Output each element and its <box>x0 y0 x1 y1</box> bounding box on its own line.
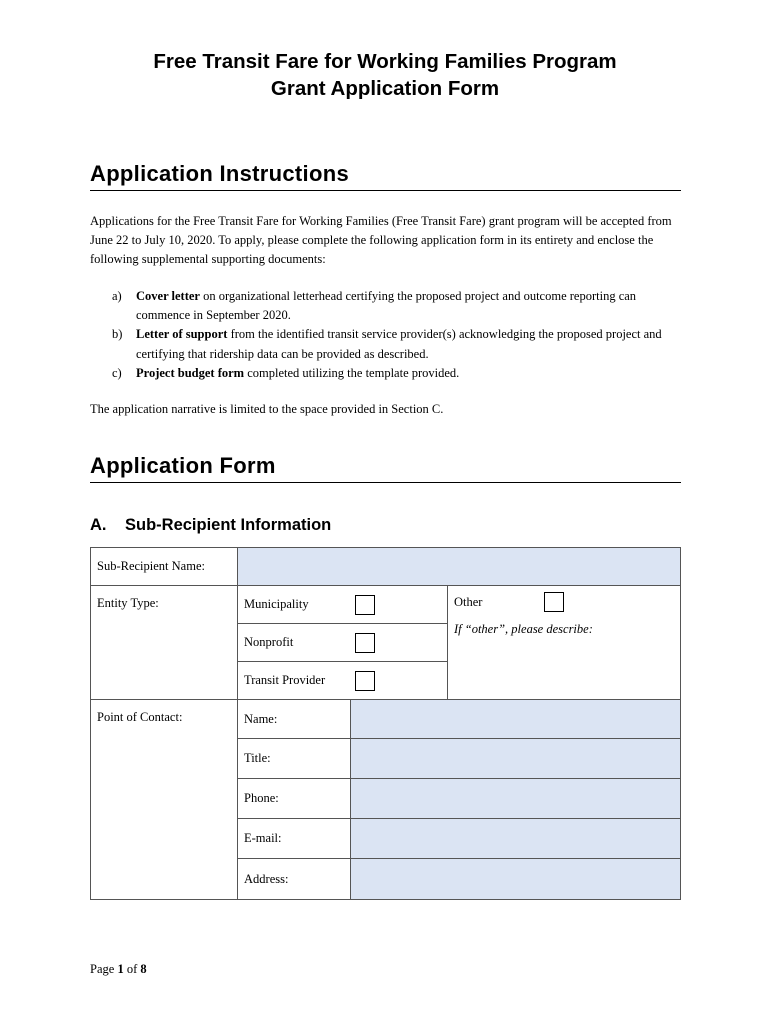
section-a-heading <box>90 516 331 535</box>
list-item <box>90 364 680 383</box>
entity-type-label: Entity Type: <box>91 586 238 700</box>
page-prefix: Page <box>90 962 115 976</box>
list-item-text: from the identified transit service provider(s) acknowledging the proposed project and certifying that ridership data can be provided as described. <box>136 327 662 361</box>
list-marker: b) <box>112 327 123 342</box>
page-of: of <box>126 962 138 976</box>
contact-phone-label: Phone: <box>238 779 351 819</box>
section-title: Sub-Recipient Information <box>125 516 332 534</box>
sub-recipient-name-label: Sub-Recipient Name: <box>91 548 238 586</box>
contact-title-field[interactable] <box>351 739 681 779</box>
narrative-note: The application narrative is limited to the space provided in Section C. <box>90 402 444 416</box>
contact-phone-field[interactable] <box>351 779 681 819</box>
entity-option-nonprofit[interactable] <box>238 624 448 662</box>
list-item-bold: Cover letter <box>136 289 200 303</box>
instructions-intro: Applications for the Free Transit Fare for Working Families (Free Transit Fare) grant program will be accepted from June 22 to July 10, 2020. To apply, please complete the following application form in its entirety and enclose the following supplemental supporting documents: <box>90 214 672 267</box>
municipality-label: Municipality <box>244 597 309 611</box>
municipality-checkbox[interactable] <box>355 595 375 615</box>
entity-option-other <box>448 586 681 700</box>
entity-option-transit-provider[interactable] <box>238 662 448 700</box>
contact-email-label: E-mail: <box>238 819 351 859</box>
point-of-contact-label: Point of Contact: <box>91 700 238 900</box>
sub-recipient-table <box>90 547 681 900</box>
list-item <box>90 287 680 325</box>
list-item <box>90 325 680 363</box>
instructions-heading: Application Instructions <box>90 160 681 191</box>
page-footer <box>90 962 147 977</box>
list-item-bold: Letter of support <box>136 327 228 342</box>
page-number: 1 <box>117 962 124 976</box>
list-item-text: completed utilizing the template provided. <box>244 365 460 380</box>
contact-email-field[interactable] <box>351 819 681 859</box>
list-item-bold: Project budget form <box>136 365 245 380</box>
contact-name-field[interactable] <box>351 700 681 739</box>
other-describe-prompt: If “other”, please describe: <box>454 622 593 636</box>
document-title-line-2: Grant Application Form <box>270 77 500 100</box>
contact-address-label: Address: <box>238 859 351 900</box>
form-heading: Application Form <box>90 452 681 483</box>
transit-provider-label: Transit Provider <box>244 673 326 687</box>
list-marker: c) <box>112 365 122 380</box>
sub-recipient-name-field[interactable] <box>238 548 681 586</box>
nonprofit-checkbox[interactable] <box>355 633 375 653</box>
list-marker: a) <box>112 289 122 303</box>
supporting-documents-list <box>90 287 680 383</box>
section-number: A. <box>90 516 107 534</box>
contact-name-label: Name: <box>238 700 351 739</box>
other-checkbox[interactable] <box>544 592 564 612</box>
transit-provider-checkbox[interactable] <box>355 671 375 691</box>
contact-title-label: Title: <box>238 739 351 779</box>
nonprofit-label: Nonprofit <box>244 635 294 649</box>
document-title-line-1: Free Transit Fare for Working Families Program <box>153 50 617 73</box>
other-label: Other <box>454 594 483 609</box>
entity-option-municipality[interactable] <box>238 586 448 624</box>
page-total: 8 <box>140 962 147 976</box>
list-item-text: on organizational letterhead certifying the proposed project and outcome reporting can commence in September 2020. <box>136 289 637 323</box>
contact-address-field[interactable] <box>351 859 681 900</box>
